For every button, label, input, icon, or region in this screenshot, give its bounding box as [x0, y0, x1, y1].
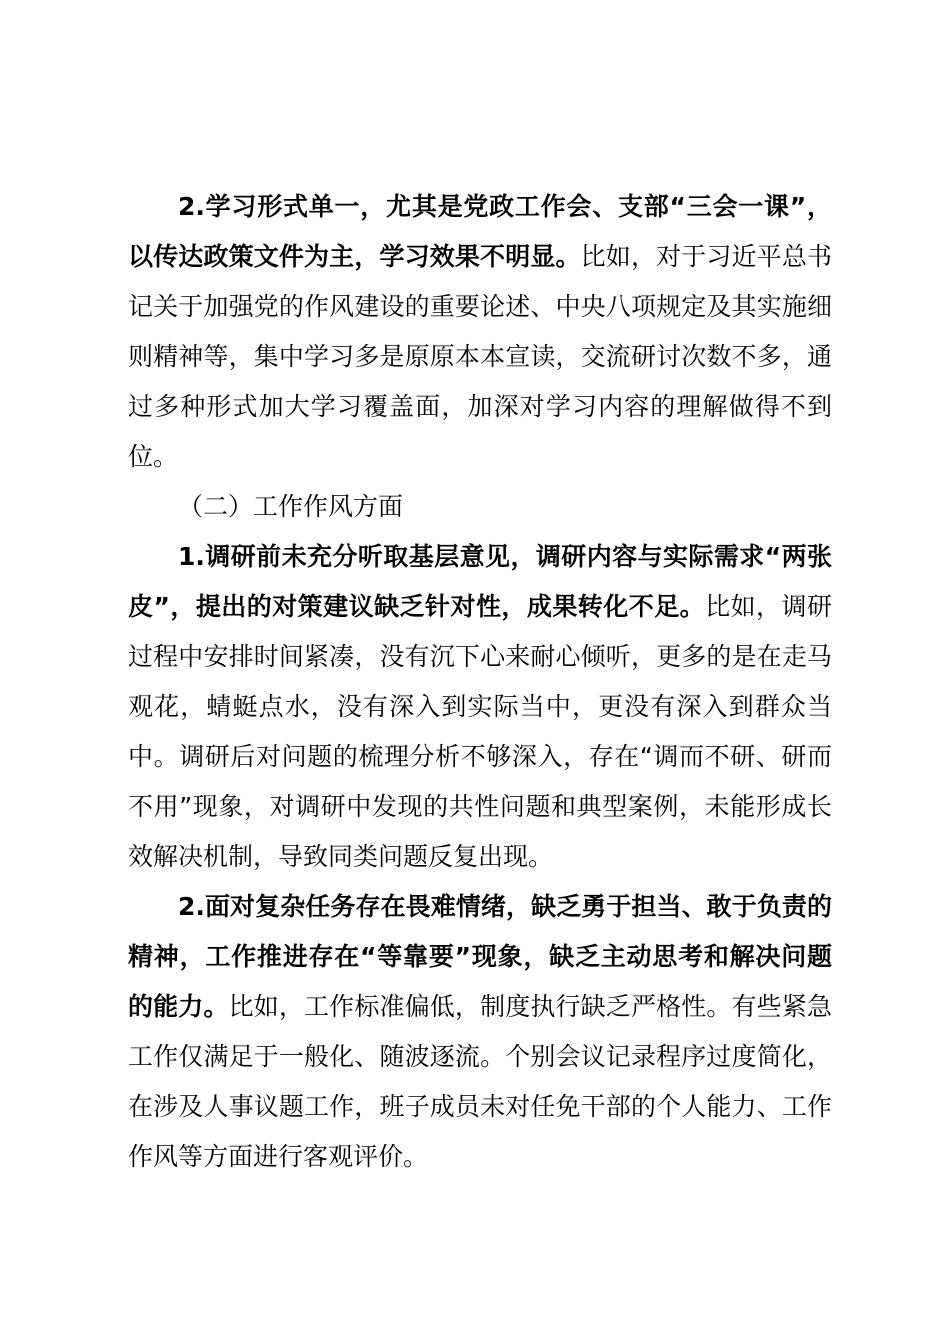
section-heading-work-style: [128, 482, 832, 532]
paragraph-research: [128, 532, 832, 882]
paragraph-body: 比如，工作标准偏低，制度执行缺乏严格性。有些紧急工作仅满足于一般化、随波逐流。个别会议记录程序过度简化，在涉及人事议题工作，班子成员未对任免干部的个人能力、工作作风等方面进行客观评价。: [128, 992, 832, 1171]
paragraph-heading: 2.学习形式单一，尤其是党政工作会、支部“三会一课”，以传达政策文件为主，学习效果不明显。: [128, 192, 832, 271]
paragraph-body: 比如，对于习近平总书记关于加强党的作风建设的重要论述、中央八项规定及其实施细则精神等，集中学习多是原原本本宣读，交流研讨次数不多，通过多种形式加大学习覆盖面，加深对学习内容的理解做得不到位。: [128, 242, 832, 471]
paragraph-heading: 2.面对复杂任务存在畏难情绪，缺乏勇于担当、敢于负责的精神，工作推进存在“等靠要”现象，缺乏主动思考和解决问题的能力。: [128, 892, 832, 1021]
paragraph-body: 比如，调研过程中安排时间紧凑，没有沉下心来耐心倾听，更多的是在走马观花，蜻蜓点水，没有深入到实际当中，更没有深入到群众当中。调研后对问题的梳理分析不够深入，存在“调而不研、研而不用”现象，对调研中发现的共性问题和典型案例，未能形成长效解决机制，导致同类问题反复出现。: [128, 592, 832, 871]
paragraph-study-form: [128, 182, 832, 482]
paragraph-complex-tasks: [128, 882, 832, 1182]
section-heading-text: （二）工作作风方面: [178, 492, 404, 521]
paragraph-heading: 1.调研前未充分听取基层意见，调研内容与实际需求“两张皮”，提出的对策建议缺乏针对性，成果转化不足。: [128, 542, 832, 621]
